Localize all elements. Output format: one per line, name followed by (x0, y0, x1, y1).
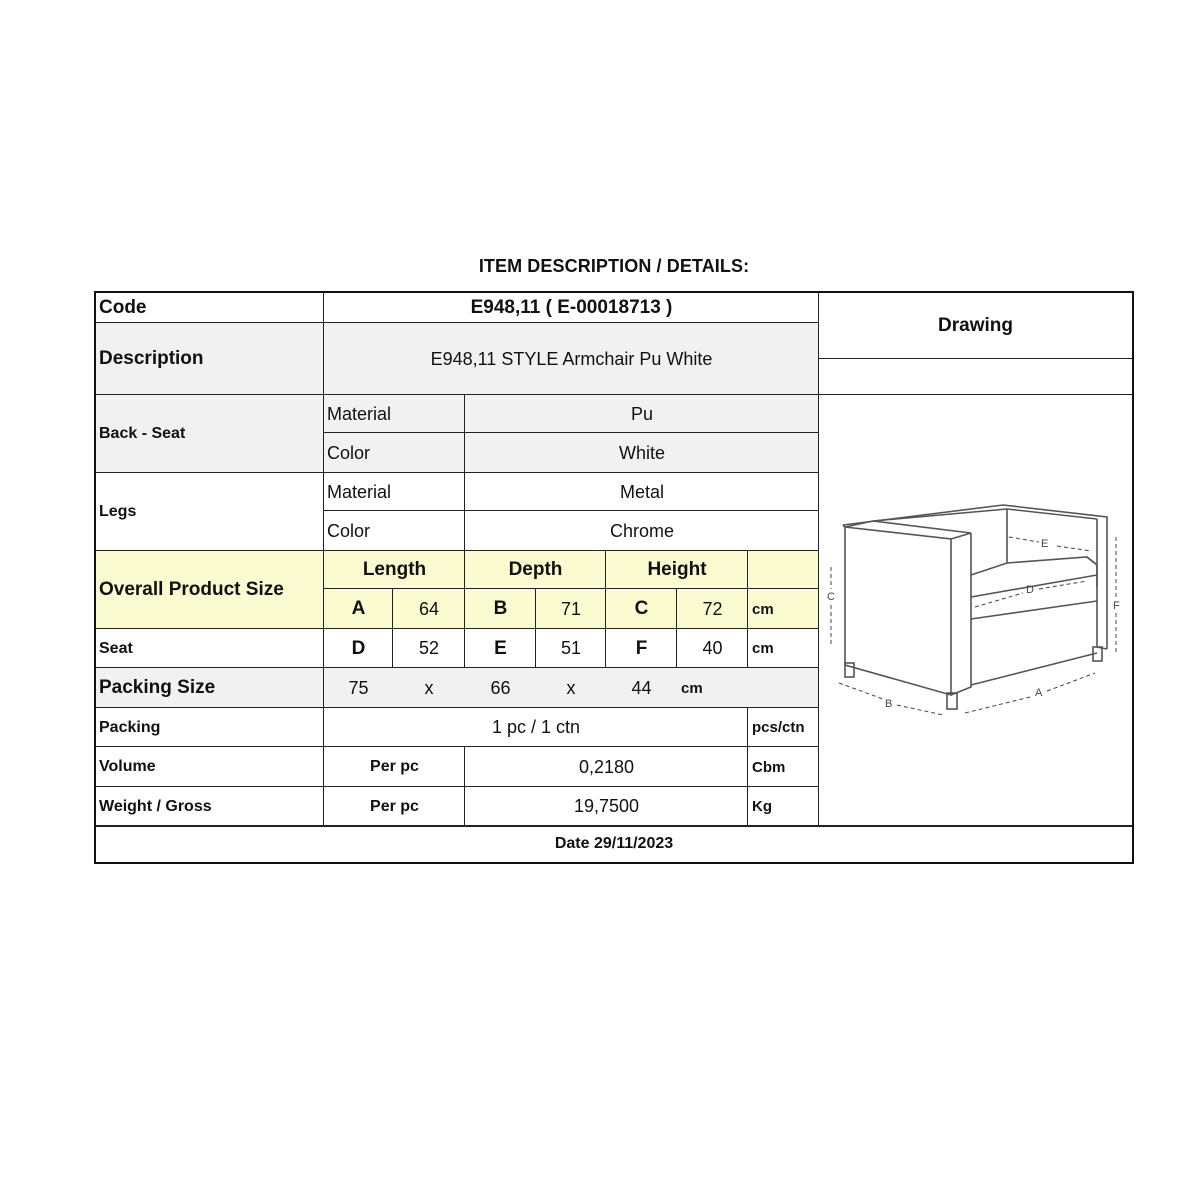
volume-value: 0,2180 (578, 756, 635, 777)
back-seat-material-label: Material (324, 395, 465, 433)
seat-label: Seat (99, 639, 133, 657)
back-seat-label: Back - Seat (96, 395, 324, 473)
diagram-label-e: E (1041, 538, 1049, 550)
weight-unit: Kg (752, 798, 772, 815)
dim-f-value: 40 (702, 638, 723, 658)
dim-c-value: 72 (677, 589, 748, 629)
legs-material-value: Metal (619, 481, 664, 502)
page-title: ITEM DESCRIPTION / DETAILS: (478, 256, 750, 276)
packing-label: Packing (99, 718, 161, 736)
dim-a-label: A (324, 589, 393, 629)
dim-d-label: D (351, 637, 366, 659)
seat-unit: cm (752, 640, 774, 657)
back-seat-material-value: Pu (465, 395, 819, 433)
packing-x-1: x (424, 677, 434, 698)
overall-unit: cm (748, 589, 819, 629)
packing-size-unit: cm (681, 679, 703, 697)
packing-length: 75 (348, 677, 369, 698)
dim-a-value: 64 (393, 589, 465, 629)
legs-label: Legs (99, 503, 137, 520)
diagram-label-c: C (827, 591, 835, 603)
packing-unit: pcs/ctn (752, 719, 805, 736)
legs-color-value: Chrome (609, 520, 675, 541)
legs-color-label: Color (327, 520, 371, 541)
armchair-drawing (825, 497, 1125, 722)
back-seat-color-label: Color (324, 433, 465, 473)
description-label: Description (96, 323, 324, 395)
diagram-label-f: F (1113, 600, 1120, 612)
diagram-label-d: D (1026, 584, 1034, 596)
dim-d-value: 52 (418, 638, 440, 658)
packing-value: 1 pc / 1 ctn (491, 717, 581, 737)
drawing-label: Drawing (938, 315, 1013, 336)
weight-value: 19,7500 (573, 796, 640, 816)
dim-c-label: C (606, 589, 677, 629)
code-label: Code (99, 297, 147, 318)
height-header: Height (606, 551, 748, 589)
volume-per: Per pc (370, 758, 419, 775)
weight-label: Weight / Gross (99, 797, 212, 815)
dim-e-label: E (494, 637, 507, 659)
diagram-label-a: A (1035, 687, 1043, 699)
packing-x-2: x (566, 677, 576, 698)
diagram-label-b: B (885, 698, 893, 710)
dim-e-value: 51 (560, 638, 582, 658)
date-footer: Date 29/11/2023 (554, 835, 674, 852)
dim-b-label: B (465, 589, 536, 629)
overall-blank-header (748, 551, 819, 589)
overall-size-label: Overall Product Size (96, 551, 324, 629)
packing-height: 44 (631, 677, 652, 698)
back-seat-color-value: White (465, 433, 819, 473)
length-header: Length (324, 551, 465, 589)
description-value: E948,11 STYLE Armchair Pu White (324, 323, 819, 395)
packing-size-label: Packing Size (96, 668, 324, 708)
code-value: E948,11 ( E-00018713 ) (470, 297, 673, 318)
dim-f-label: F (635, 637, 648, 659)
legs-material-label: Material (327, 481, 392, 502)
volume-label: Volume (99, 758, 156, 775)
volume-unit: Cbm (752, 758, 786, 776)
packing-width: 66 (490, 677, 511, 698)
depth-header: Depth (465, 551, 606, 589)
weight-per: Per pc (370, 797, 419, 815)
dim-b-value: 71 (536, 589, 606, 629)
